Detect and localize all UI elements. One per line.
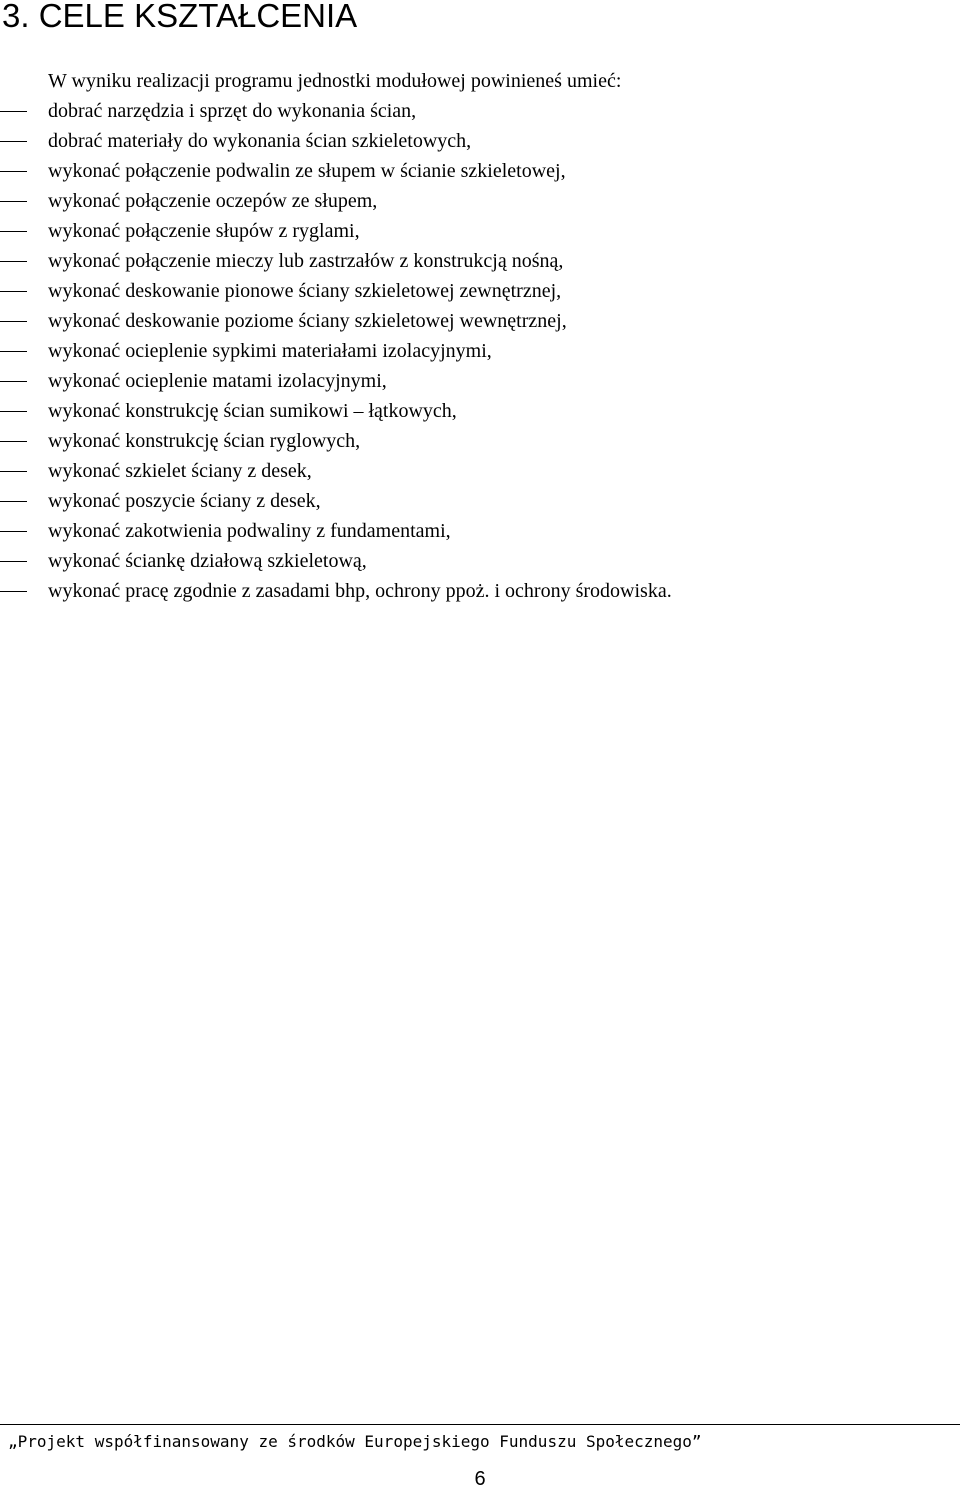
list-item-text: wykonać ocieplenie sypkimi materiałami izolacyjnymi, (48, 340, 492, 362)
dash-bullet-icon (0, 351, 27, 352)
page-number: 6 (474, 1468, 486, 1490)
dash-bullet-icon (0, 201, 27, 202)
list-item-text: wykonać ściankę działową szkieletową, (48, 550, 367, 572)
dash-bullet-icon (0, 411, 27, 412)
dash-bullet-icon (0, 591, 27, 592)
dash-bullet-icon (0, 231, 27, 232)
list-item-text: wykonać konstrukcję ścian sumikowi – łątkowych, (48, 400, 457, 422)
dash-bullet-icon (0, 381, 27, 382)
dash-bullet-icon (0, 291, 27, 292)
footer-divider (0, 1424, 960, 1425)
list-item-text: wykonać deskowanie pionowe ściany szkieletowej zewnętrznej, (48, 280, 562, 302)
list-item-text: wykonać zakotwienia podwaliny z fundamentami, (48, 520, 451, 542)
dash-bullet-icon (0, 261, 27, 262)
list-item-text: dobrać narzędzia i sprzęt do wykonania ścian, (48, 100, 417, 122)
dash-bullet-icon (0, 171, 27, 172)
dash-bullet-icon (0, 111, 27, 112)
list-item-text: wykonać deskowanie poziome ściany szkieletowej wewnętrznej, (48, 310, 567, 332)
dash-bullet-icon (0, 321, 27, 322)
list-item-text: wykonać połączenie słupów z ryglami, (48, 220, 360, 242)
list-item-text: wykonać połączenie podwalin ze słupem w ścianie szkieletowej, (48, 160, 566, 182)
list-item-text: wykonać połączenie oczepów ze słupem, (48, 190, 378, 212)
list-item-text: wykonać konstrukcję ścian ryglowych, (48, 430, 361, 452)
list-item-text: wykonać poszycie ściany z desek, (48, 490, 321, 512)
dash-bullet-icon (0, 561, 27, 562)
list-item-text: dobrać materiały do wykonania ścian szkieletowych, (48, 130, 472, 152)
dash-bullet-icon (0, 141, 27, 142)
section-heading: 3. CELE KSZTAŁCENIA (2, 0, 358, 34)
dash-bullet-icon (0, 531, 27, 532)
list-item-text: wykonać pracę zgodnie z zasadami bhp, ochrony ppoż. i ochrony środowiska. (48, 580, 672, 602)
list-item-text: wykonać połączenie mieczy lub zastrzałów z konstrukcją nośną, (48, 250, 564, 272)
footer-funding-note: „Projekt współfinansowany ze środków Europejskiego Funduszu Społecznego” (8, 1432, 702, 1451)
dash-bullet-icon (0, 501, 27, 502)
dash-bullet-icon (0, 441, 27, 442)
dash-bullet-icon (0, 471, 27, 472)
intro-paragraph: W wyniku realizacji programu jednostki modułowej powinieneś umieć: (48, 70, 622, 92)
list-item-text: wykonać ocieplenie matami izolacyjnymi, (48, 370, 387, 392)
list-item-text: wykonać szkielet ściany z desek, (48, 460, 312, 482)
